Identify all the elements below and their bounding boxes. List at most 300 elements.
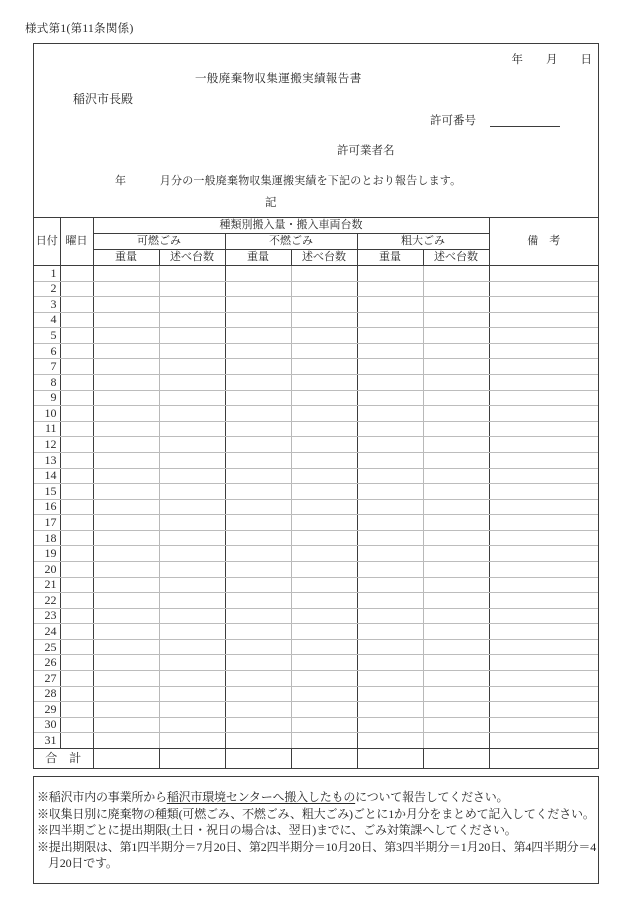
entry-cell bbox=[423, 702, 489, 718]
entry-cell bbox=[159, 266, 225, 282]
entry-cell bbox=[60, 266, 93, 282]
note-line-4-wrap: 月20日です。 bbox=[48, 856, 118, 870]
entry-cell bbox=[357, 608, 423, 624]
entry-cell bbox=[159, 577, 225, 593]
entry-cell bbox=[357, 530, 423, 546]
entry-cell bbox=[93, 655, 159, 671]
remarks-cell bbox=[489, 530, 598, 546]
entry-cell bbox=[93, 561, 159, 577]
entry-cell bbox=[291, 671, 357, 687]
entry-cell bbox=[225, 546, 291, 562]
entry-cell bbox=[225, 530, 291, 546]
day-number-cell: 5 bbox=[34, 328, 60, 344]
remarks-cell bbox=[489, 593, 598, 609]
header-weight-2: 重量 bbox=[225, 250, 291, 266]
entry-cell bbox=[423, 733, 489, 749]
day-number-cell: 6 bbox=[34, 343, 60, 359]
day-row bbox=[34, 733, 598, 749]
day-row bbox=[34, 421, 598, 437]
entry-cell bbox=[159, 733, 225, 749]
entry-cell bbox=[60, 686, 93, 702]
day-number-cell: 14 bbox=[34, 468, 60, 484]
entry-cell bbox=[423, 359, 489, 375]
entry-cell bbox=[225, 655, 291, 671]
day-number-cell: 8 bbox=[34, 375, 60, 391]
header-weekday-col: 曜日 bbox=[60, 218, 93, 266]
entry-cell bbox=[93, 281, 159, 297]
entry-cell bbox=[159, 452, 225, 468]
form-style-label: 様式第1(第11条関係) bbox=[25, 23, 134, 35]
day-number-cell: 25 bbox=[34, 639, 60, 655]
day-number-cell: 1 bbox=[34, 266, 60, 282]
day-number-cell: 18 bbox=[34, 530, 60, 546]
entry-cell bbox=[60, 733, 93, 749]
entry-cell bbox=[291, 655, 357, 671]
entry-cell bbox=[423, 452, 489, 468]
entry-cell bbox=[159, 655, 225, 671]
header-trips-2: 述べ台数 bbox=[291, 250, 357, 266]
entry-cell bbox=[225, 686, 291, 702]
entry-cell bbox=[159, 359, 225, 375]
day-number-cell: 28 bbox=[34, 686, 60, 702]
day-number-cell: 12 bbox=[34, 437, 60, 453]
day-row bbox=[34, 297, 598, 313]
report-table bbox=[34, 217, 598, 768]
entry-cell bbox=[60, 375, 93, 391]
entry-cell bbox=[291, 468, 357, 484]
total-entry-cell bbox=[159, 749, 225, 769]
header-weight-1: 重量 bbox=[93, 250, 159, 266]
day-number-cell: 11 bbox=[34, 421, 60, 437]
entry-cell bbox=[291, 312, 357, 328]
header-remarks-col: 備 考 bbox=[489, 218, 598, 266]
entry-cell bbox=[291, 686, 357, 702]
entry-cell bbox=[93, 390, 159, 406]
day-row bbox=[34, 515, 598, 531]
day-number-cell: 27 bbox=[34, 671, 60, 687]
day-number-cell: 3 bbox=[34, 297, 60, 313]
day-row bbox=[34, 530, 598, 546]
entry-cell bbox=[357, 343, 423, 359]
remarks-cell bbox=[489, 328, 598, 344]
entry-cell bbox=[93, 297, 159, 313]
note-1-post: について報告してください。 bbox=[355, 790, 509, 804]
remarks-cell bbox=[489, 343, 598, 359]
entry-cell bbox=[93, 328, 159, 344]
entry-cell bbox=[93, 577, 159, 593]
entry-cell bbox=[291, 624, 357, 640]
day-number-cell: 19 bbox=[34, 546, 60, 562]
day-number-cell: 2 bbox=[34, 281, 60, 297]
entry-cell bbox=[159, 717, 225, 733]
entry-cell bbox=[423, 717, 489, 733]
form-title: 一般廃棄物収集運搬実績報告書 bbox=[195, 73, 362, 85]
entry-cell bbox=[423, 437, 489, 453]
day-number-cell: 10 bbox=[34, 406, 60, 422]
entry-cell bbox=[225, 468, 291, 484]
remarks-cell bbox=[489, 297, 598, 313]
entry-cell bbox=[291, 297, 357, 313]
entry-cell bbox=[291, 577, 357, 593]
entry-cell bbox=[423, 593, 489, 609]
day-number-cell: 7 bbox=[34, 359, 60, 375]
entry-cell bbox=[60, 530, 93, 546]
note-1-pre: ※稲沢市内の事業所から bbox=[37, 790, 167, 804]
entry-cell bbox=[357, 452, 423, 468]
header-trips-3: 述べ台数 bbox=[423, 250, 489, 266]
entry-cell bbox=[423, 577, 489, 593]
day-row bbox=[34, 577, 598, 593]
day-row bbox=[34, 655, 598, 671]
entry-cell bbox=[423, 530, 489, 546]
entry-cell bbox=[159, 468, 225, 484]
entry-cell bbox=[93, 624, 159, 640]
entry-cell bbox=[225, 281, 291, 297]
entry-cell bbox=[159, 328, 225, 344]
entry-cell bbox=[225, 515, 291, 531]
header-weight-3: 重量 bbox=[357, 250, 423, 266]
entry-cell bbox=[93, 671, 159, 687]
entry-cell bbox=[357, 671, 423, 687]
day-number-cell: 29 bbox=[34, 702, 60, 718]
permit-holder-label: 許可業者名 bbox=[337, 145, 395, 157]
day-number-cell: 13 bbox=[34, 452, 60, 468]
entry-cell bbox=[357, 266, 423, 282]
day-row bbox=[34, 343, 598, 359]
day-row bbox=[34, 452, 598, 468]
day-number-cell: 26 bbox=[34, 655, 60, 671]
entry-cell bbox=[159, 671, 225, 687]
entry-cell bbox=[159, 608, 225, 624]
entry-cell bbox=[357, 468, 423, 484]
entry-cell bbox=[93, 702, 159, 718]
note-line-2: ※収集日別に廃棄物の種類(可燃ごみ、不燃ごみ、粗大ごみ)ごとに1か月分をまとめて記入してください。 bbox=[37, 806, 595, 821]
entry-cell bbox=[60, 484, 93, 500]
day-number-cell: 21 bbox=[34, 577, 60, 593]
entry-cell bbox=[423, 608, 489, 624]
entry-cell bbox=[357, 484, 423, 500]
entry-cell bbox=[60, 343, 93, 359]
entry-cell bbox=[93, 546, 159, 562]
day-row bbox=[34, 281, 598, 297]
ki-heading: 記 bbox=[265, 197, 277, 209]
day-number-cell: 22 bbox=[34, 593, 60, 609]
day-number-cell: 9 bbox=[34, 390, 60, 406]
day-row bbox=[34, 359, 598, 375]
entry-cell bbox=[423, 639, 489, 655]
entry-cell bbox=[357, 593, 423, 609]
entry-cell bbox=[291, 593, 357, 609]
entry-cell bbox=[357, 328, 423, 344]
entry-cell bbox=[291, 343, 357, 359]
entry-cell bbox=[423, 484, 489, 500]
entry-cell bbox=[93, 343, 159, 359]
remarks-cell bbox=[489, 608, 598, 624]
entry-cell bbox=[291, 702, 357, 718]
entry-cell bbox=[159, 624, 225, 640]
entry-cell bbox=[357, 375, 423, 391]
entry-cell bbox=[225, 390, 291, 406]
remarks-cell bbox=[489, 686, 598, 702]
entry-cell bbox=[423, 561, 489, 577]
entry-cell bbox=[159, 639, 225, 655]
day-number-cell: 31 bbox=[34, 733, 60, 749]
entry-cell bbox=[225, 359, 291, 375]
entry-cell bbox=[225, 328, 291, 344]
day-row bbox=[34, 437, 598, 453]
entry-cell bbox=[159, 499, 225, 515]
remarks-cell bbox=[489, 515, 598, 531]
entry-cell bbox=[291, 406, 357, 422]
entry-cell bbox=[423, 655, 489, 671]
report-sentence: 年 月分の一般廃棄物収集運搬実績を下記のとおり報告します。 bbox=[115, 175, 462, 187]
day-row bbox=[34, 686, 598, 702]
entry-cell bbox=[159, 437, 225, 453]
entry-cell bbox=[93, 312, 159, 328]
entry-cell bbox=[60, 328, 93, 344]
entry-cell bbox=[93, 717, 159, 733]
entry-cell bbox=[159, 375, 225, 391]
entry-cell bbox=[93, 499, 159, 515]
entry-cell bbox=[357, 561, 423, 577]
entry-cell bbox=[225, 375, 291, 391]
remarks-cell bbox=[489, 702, 598, 718]
day-row bbox=[34, 717, 598, 733]
entry-cell bbox=[357, 546, 423, 562]
day-row bbox=[34, 312, 598, 328]
entry-cell bbox=[357, 733, 423, 749]
note-line-4: ※提出期限は、第1四半期分＝7月20日、第2四半期分＝10月20日、第3四半期分＝1月20日、第4四半期分＝4 bbox=[37, 839, 597, 854]
day-row bbox=[34, 406, 598, 422]
day-number-cell: 30 bbox=[34, 717, 60, 733]
entry-cell bbox=[423, 390, 489, 406]
total-label-cell: 合 計 bbox=[45, 750, 82, 765]
total-entry-cell bbox=[291, 749, 357, 769]
header-nonburnable: 不燃ごみ bbox=[225, 234, 357, 250]
entry-cell bbox=[225, 297, 291, 313]
remarks-cell bbox=[489, 312, 598, 328]
entry-cell bbox=[357, 639, 423, 655]
entry-cell bbox=[291, 452, 357, 468]
entry-cell bbox=[159, 702, 225, 718]
remarks-cell bbox=[489, 717, 598, 733]
entry-cell bbox=[60, 561, 93, 577]
remarks-cell bbox=[489, 639, 598, 655]
entry-cell bbox=[60, 546, 93, 562]
entry-cell bbox=[291, 608, 357, 624]
remarks-cell bbox=[489, 733, 598, 749]
entry-cell bbox=[60, 359, 93, 375]
entry-cell bbox=[93, 266, 159, 282]
remarks-cell bbox=[489, 437, 598, 453]
entry-cell bbox=[93, 686, 159, 702]
entry-cell bbox=[225, 312, 291, 328]
entry-cell bbox=[357, 406, 423, 422]
entry-cell bbox=[423, 686, 489, 702]
entry-cell bbox=[93, 437, 159, 453]
remarks-cell bbox=[489, 468, 598, 484]
day-row bbox=[34, 702, 598, 718]
entry-cell bbox=[357, 577, 423, 593]
entry-cell bbox=[225, 421, 291, 437]
day-row bbox=[34, 546, 598, 562]
entry-cell bbox=[60, 593, 93, 609]
header-burnable: 可燃ごみ bbox=[93, 234, 225, 250]
remarks-cell bbox=[489, 375, 598, 391]
entry-cell bbox=[225, 624, 291, 640]
form-header bbox=[34, 44, 598, 217]
entry-cell bbox=[60, 390, 93, 406]
entry-cell bbox=[225, 733, 291, 749]
day-row bbox=[34, 608, 598, 624]
entry-cell bbox=[423, 515, 489, 531]
entry-cell bbox=[225, 717, 291, 733]
entry-cell bbox=[225, 406, 291, 422]
entry-cell bbox=[93, 515, 159, 531]
entry-cell bbox=[423, 297, 489, 313]
entry-cell bbox=[60, 468, 93, 484]
entry-cell bbox=[357, 624, 423, 640]
entry-cell bbox=[225, 499, 291, 515]
entry-cell bbox=[93, 639, 159, 655]
day-number-cell: 23 bbox=[34, 608, 60, 624]
remarks-cell bbox=[489, 359, 598, 375]
entry-cell bbox=[93, 530, 159, 546]
entry-cell bbox=[357, 515, 423, 531]
entry-cell bbox=[225, 452, 291, 468]
entry-cell bbox=[291, 266, 357, 282]
entry-cell bbox=[423, 624, 489, 640]
entry-cell bbox=[60, 312, 93, 328]
entry-cell bbox=[93, 484, 159, 500]
entry-cell bbox=[159, 686, 225, 702]
entry-cell bbox=[60, 577, 93, 593]
entry-cell bbox=[357, 702, 423, 718]
remarks-cell bbox=[489, 577, 598, 593]
remarks-cell bbox=[489, 390, 598, 406]
total-entry-cell bbox=[423, 749, 489, 769]
remarks-cell bbox=[489, 406, 598, 422]
total-entry-cell bbox=[93, 749, 159, 769]
remarks-cell bbox=[489, 266, 598, 282]
entry-cell bbox=[60, 499, 93, 515]
entry-cell bbox=[60, 452, 93, 468]
entry-cell bbox=[291, 499, 357, 515]
entry-cell bbox=[357, 717, 423, 733]
header-trips-1: 述べ台数 bbox=[159, 250, 225, 266]
remarks-cell bbox=[489, 281, 598, 297]
entry-cell bbox=[291, 717, 357, 733]
entry-cell bbox=[291, 515, 357, 531]
entry-cell bbox=[159, 406, 225, 422]
day-row bbox=[34, 375, 598, 391]
entry-cell bbox=[159, 421, 225, 437]
remarks-cell bbox=[489, 655, 598, 671]
note-1-underlined: 稲沢市環境センターへ搬入したもの bbox=[166, 790, 356, 804]
entry-cell bbox=[291, 390, 357, 406]
entry-cell bbox=[93, 608, 159, 624]
entry-cell bbox=[93, 733, 159, 749]
entry-cell bbox=[225, 437, 291, 453]
entry-cell bbox=[291, 375, 357, 391]
entry-cell bbox=[357, 686, 423, 702]
entry-cell bbox=[423, 546, 489, 562]
report-date-line: 年 月 日 bbox=[511, 54, 592, 66]
remarks-cell bbox=[489, 561, 598, 577]
entry-cell bbox=[357, 499, 423, 515]
day-row bbox=[34, 671, 598, 687]
day-row bbox=[34, 328, 598, 344]
day-number-cell: 24 bbox=[34, 624, 60, 640]
header-date-col: 日付 bbox=[34, 218, 60, 266]
total-row bbox=[34, 749, 598, 769]
entry-cell bbox=[60, 406, 93, 422]
entry-cell bbox=[423, 499, 489, 515]
entry-cell bbox=[159, 390, 225, 406]
entry-cell bbox=[225, 266, 291, 282]
entry-cell bbox=[159, 515, 225, 531]
entry-cell bbox=[60, 655, 93, 671]
entry-cell bbox=[159, 297, 225, 313]
entry-cell bbox=[159, 530, 225, 546]
entry-cell bbox=[225, 593, 291, 609]
entry-cell bbox=[93, 593, 159, 609]
entry-cell bbox=[60, 297, 93, 313]
remarks-cell bbox=[489, 671, 598, 687]
entry-cell bbox=[357, 655, 423, 671]
entry-cell bbox=[357, 359, 423, 375]
remarks-cell bbox=[489, 499, 598, 515]
day-number-cell: 15 bbox=[34, 484, 60, 500]
entry-cell bbox=[60, 281, 93, 297]
entry-cell bbox=[423, 375, 489, 391]
entry-cell bbox=[291, 437, 357, 453]
notes-box bbox=[33, 776, 599, 884]
entry-cell bbox=[291, 359, 357, 375]
entry-cell bbox=[159, 546, 225, 562]
entry-cell bbox=[291, 639, 357, 655]
entry-cell bbox=[225, 343, 291, 359]
addressee-label: 稲沢市長殿 bbox=[73, 92, 134, 106]
entry-cell bbox=[357, 312, 423, 328]
entry-cell bbox=[159, 281, 225, 297]
remarks-cell bbox=[489, 624, 598, 640]
entry-cell bbox=[60, 608, 93, 624]
entry-cell bbox=[60, 421, 93, 437]
total-remarks-cell bbox=[489, 749, 598, 769]
permit-number-label: 許可番号 bbox=[430, 115, 476, 127]
header-bulky: 粗大ごみ bbox=[357, 234, 489, 250]
entry-cell bbox=[225, 484, 291, 500]
entry-cell bbox=[423, 281, 489, 297]
note-line-1 bbox=[34, 789, 598, 806]
entry-cell bbox=[291, 733, 357, 749]
entry-cell bbox=[423, 468, 489, 484]
note-line-3: ※四半期ごとに提出期限(土日・祝日の場合は、翌日)までに、ごみ対策課へしてください。 bbox=[37, 823, 517, 837]
day-number-cell: 17 bbox=[34, 515, 60, 531]
entry-cell bbox=[423, 328, 489, 344]
entry-cell bbox=[423, 671, 489, 687]
entry-cell bbox=[60, 639, 93, 655]
entry-cell bbox=[93, 468, 159, 484]
day-row bbox=[34, 484, 598, 500]
entry-cell bbox=[357, 421, 423, 437]
total-entry-cell bbox=[225, 749, 291, 769]
report-form-box bbox=[33, 43, 599, 769]
header-group-label: 種類別搬入量・搬入車両台数 bbox=[93, 218, 489, 234]
entry-cell bbox=[60, 671, 93, 687]
entry-cell bbox=[225, 702, 291, 718]
